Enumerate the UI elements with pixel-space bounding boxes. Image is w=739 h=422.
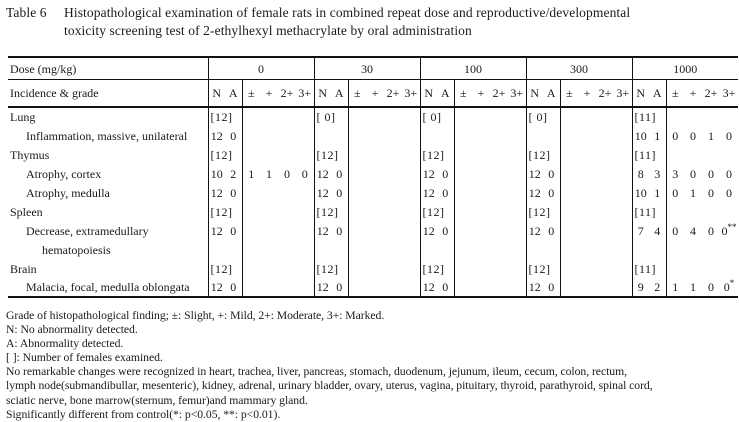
examined-count-cell: [12] bbox=[208, 202, 242, 221]
examined-count-cell: [12] bbox=[420, 202, 454, 221]
grade-group-cell bbox=[666, 107, 738, 126]
examined-count-cell: [11] bbox=[632, 145, 666, 164]
grade-group-cell bbox=[666, 145, 738, 164]
grade-value-cell bbox=[296, 183, 314, 202]
grade-group-cell bbox=[348, 202, 420, 221]
n-value-cell: 12 bbox=[314, 164, 331, 183]
grade-symbol-header: 3+ bbox=[402, 80, 420, 108]
grade-value-cell bbox=[402, 278, 420, 297]
grade-value-cell bbox=[348, 183, 366, 202]
grade-value-cell bbox=[596, 221, 614, 240]
grade-value-cell bbox=[402, 221, 420, 240]
footnote-no-changes-line3: sciatic nerve, bone marrow(sternum, femur)and mammary gland. bbox=[6, 393, 308, 407]
finding-row bbox=[8, 126, 738, 145]
examined-count-cell: [12] bbox=[208, 145, 242, 164]
grade-value-cell: 0 bbox=[708, 166, 714, 181]
n-value-cell: 12 bbox=[420, 183, 437, 202]
grade-value-cell bbox=[596, 278, 614, 297]
grade-value-cell bbox=[578, 221, 596, 240]
grade-group-cell bbox=[454, 107, 526, 126]
n-value-cell bbox=[526, 240, 543, 259]
grade-value-cell bbox=[472, 126, 490, 145]
grade-group-cell bbox=[242, 107, 314, 126]
dose-header-label: Dose (mg/kg) bbox=[8, 57, 208, 80]
grade-group-cell bbox=[348, 145, 420, 164]
grade-value-cell bbox=[508, 183, 526, 202]
grade-value-cell bbox=[490, 164, 508, 183]
grade-value-cell bbox=[366, 183, 384, 202]
grade-symbol-header: N bbox=[314, 80, 331, 108]
a-value-cell: 4 bbox=[654, 223, 661, 238]
grade-group-cell bbox=[348, 259, 420, 278]
n-value-cell: 12 bbox=[314, 221, 331, 240]
examined-count-cell: [12] bbox=[526, 202, 560, 221]
grade-value-cell bbox=[454, 164, 472, 183]
a-value-cell: 0 bbox=[230, 128, 237, 143]
a-value-cell bbox=[437, 126, 454, 145]
a-value-cell: 1 bbox=[654, 128, 661, 143]
grade-value-cell bbox=[260, 183, 278, 202]
n-value-cell bbox=[420, 240, 437, 259]
grade-symbol-header: 3+ bbox=[614, 80, 632, 108]
a-value-cell: 1 bbox=[654, 185, 661, 200]
grade-value-cell bbox=[278, 240, 296, 259]
continuation-row-label: hematopoiesis bbox=[42, 242, 111, 257]
grade-value-cell bbox=[614, 278, 632, 297]
grade-group-cell bbox=[666, 259, 738, 278]
n-value-cell: 8 bbox=[632, 164, 649, 183]
grade-symbol-header: 2+ bbox=[596, 80, 614, 108]
grade-value-cell bbox=[614, 240, 632, 259]
n-value-cell: 10 bbox=[208, 164, 225, 183]
grade-value-cell bbox=[348, 278, 366, 297]
finding-row-label: Decrease, extramedullary bbox=[26, 223, 149, 238]
finding-row-label: Atrophy, medulla bbox=[26, 185, 110, 200]
grade-value-cell bbox=[508, 164, 526, 183]
significance-asterisk: ** bbox=[727, 221, 737, 232]
dose-value-header: 0 bbox=[208, 57, 314, 80]
finding-row-label: Malacia, focal, medulla oblongata bbox=[26, 280, 190, 294]
finding-row bbox=[8, 183, 738, 202]
table-number: Table 6 bbox=[6, 5, 47, 20]
grade-symbol-header: N bbox=[526, 80, 543, 108]
finding-row-label: Inflammation, massive, unilateral bbox=[26, 128, 188, 143]
grade-value-cell bbox=[366, 221, 384, 240]
organ-row-label: Thymus bbox=[10, 147, 50, 162]
grade-value-cell bbox=[472, 164, 490, 183]
grade-value-cell bbox=[366, 278, 384, 297]
grade-value-cell bbox=[472, 221, 490, 240]
grade-symbol-header: 3+ bbox=[508, 80, 526, 108]
grade-value-cell bbox=[666, 240, 684, 259]
grade-value-cell bbox=[560, 164, 578, 183]
grade-value-cell bbox=[490, 240, 508, 259]
table-caption-line2: toxicity screening test of 2-ethylhexyl methacrylate by oral administration bbox=[64, 22, 472, 38]
grade-value-cell bbox=[578, 240, 596, 259]
grade-value-cell bbox=[242, 183, 260, 202]
n-value-cell bbox=[420, 126, 437, 145]
grade-value-cell bbox=[242, 240, 260, 259]
grade-header-row bbox=[8, 80, 738, 108]
grade-value-cell bbox=[242, 221, 260, 240]
grade-value-cell bbox=[296, 278, 314, 297]
grade-symbol-header: N bbox=[208, 80, 225, 108]
n-value-cell bbox=[208, 240, 225, 259]
a-value-cell: 0 bbox=[230, 223, 237, 238]
grade-value-cell bbox=[472, 183, 490, 202]
grade-value-cell bbox=[454, 240, 472, 259]
grade-value-cell bbox=[596, 240, 614, 259]
grade-symbol-header: A bbox=[331, 80, 348, 108]
grade-value-cell: 4 bbox=[690, 223, 696, 238]
table-caption-line1: Histopathological examination of female rats in combined repeat dose and reproductive/developmental bbox=[64, 5, 631, 20]
examined-count-cell: [11] bbox=[632, 107, 666, 126]
grade-value-cell bbox=[402, 126, 420, 145]
grade-group-cell bbox=[454, 259, 526, 278]
n-value-cell bbox=[526, 126, 543, 145]
a-value-cell: 2 bbox=[654, 280, 661, 294]
grade-value-cell bbox=[260, 126, 278, 145]
organ-row bbox=[8, 202, 738, 221]
examined-count-cell: [12] bbox=[208, 259, 242, 278]
grade-symbol-header: 2+ bbox=[702, 80, 720, 108]
grade-value-cell bbox=[384, 126, 402, 145]
grade-value-cell bbox=[490, 221, 508, 240]
grade-value-cell bbox=[560, 221, 578, 240]
grade-value-cell bbox=[384, 221, 402, 240]
grade-value-cell bbox=[296, 240, 314, 259]
n-value-cell: 12 bbox=[208, 183, 225, 202]
a-value-cell: 0 bbox=[548, 223, 555, 238]
footnote-no-changes-line2: lymph node(submandibullar, mesenteric), kidney, adrenal, urinary bladder, ovary, uterus, vagina, pituitary, thyroid, parathyroid, spinal cord, bbox=[6, 379, 653, 393]
grade-value-cell bbox=[472, 240, 490, 259]
grade-value-cell: 0* bbox=[723, 278, 735, 294]
a-value-cell: 2 bbox=[230, 166, 237, 181]
grade-group-cell bbox=[348, 107, 420, 126]
a-value-cell: 0 bbox=[442, 280, 449, 294]
grade-symbol-header: A bbox=[437, 80, 454, 108]
grade-value-cell bbox=[278, 126, 296, 145]
grade-value-cell bbox=[490, 183, 508, 202]
grade-value-cell: 1 bbox=[708, 128, 714, 143]
a-value-cell bbox=[543, 240, 560, 259]
grade-value-cell: 0 bbox=[301, 166, 308, 181]
n-value-cell: 12 bbox=[526, 183, 543, 202]
a-value-cell: 0 bbox=[548, 185, 555, 200]
grade-value-cell bbox=[366, 164, 384, 183]
grade-symbol-header: ± bbox=[348, 80, 366, 108]
footnotes bbox=[6, 309, 739, 422]
grade-symbol-header: N bbox=[420, 80, 437, 108]
grade-value-cell bbox=[578, 164, 596, 183]
n-value-cell: 12 bbox=[420, 221, 437, 240]
grade-value-cell bbox=[596, 126, 614, 145]
a-value-cell: 0 bbox=[548, 280, 555, 294]
examined-count-cell: [11] bbox=[632, 259, 666, 278]
grade-group-cell bbox=[242, 202, 314, 221]
n-value-cell: 12 bbox=[314, 278, 331, 297]
footnote-grade-legend: Grade of histopathological finding; ±: Slight, +: Mild, 2+: Moderate, 3+: Marked. bbox=[6, 309, 385, 322]
grade-value-cell bbox=[560, 126, 578, 145]
grade-value-cell bbox=[614, 126, 632, 145]
examined-count-cell: [12] bbox=[314, 259, 348, 278]
significance-asterisk: * bbox=[729, 278, 735, 288]
n-value-cell: 12 bbox=[314, 183, 331, 202]
n-value-cell: 7 bbox=[632, 221, 649, 240]
grade-value-cell: 0 bbox=[708, 223, 714, 238]
grade-value-cell bbox=[702, 240, 720, 259]
grade-value-cell bbox=[384, 240, 402, 259]
grade-value-cell: 0 bbox=[690, 166, 696, 181]
n-value-cell bbox=[632, 240, 649, 259]
grade-symbol-header: + bbox=[260, 80, 278, 108]
grade-value-cell bbox=[366, 240, 384, 259]
a-value-cell: 0 bbox=[442, 223, 449, 238]
finding-row bbox=[8, 221, 738, 240]
grade-value-cell bbox=[242, 126, 260, 145]
grade-value-cell bbox=[508, 126, 526, 145]
grade-value-cell bbox=[614, 183, 632, 202]
grade-value-cell bbox=[614, 164, 632, 183]
n-value-cell: 12 bbox=[208, 278, 225, 297]
organ-row-label: Brain bbox=[10, 261, 37, 276]
dose-value-header: 30 bbox=[314, 57, 420, 80]
grade-symbol-header: A bbox=[649, 80, 666, 108]
footnote-bracket-definition: [ ]: Number of females examined. bbox=[6, 351, 163, 365]
grade-value-cell bbox=[508, 240, 526, 259]
dose-header-row bbox=[8, 57, 738, 80]
grade-symbol-header: + bbox=[366, 80, 384, 108]
grade-value-cell: 0 bbox=[726, 185, 732, 200]
grade-value-cell bbox=[720, 240, 738, 259]
examined-count-cell: [12] bbox=[526, 145, 560, 164]
grade-value-cell bbox=[560, 278, 578, 297]
grade-value-cell bbox=[348, 164, 366, 183]
footnote-a-definition: A: Abnormality detected. bbox=[6, 337, 124, 351]
grade-value-cell bbox=[278, 183, 296, 202]
footnote-no-changes-line1: No remarkable changes were recognized in heart, trachea, liver, pancreas, stomach, duodenum, jejunum, ileum, cecum, colon, rectum, bbox=[6, 365, 627, 379]
grade-group-cell bbox=[560, 259, 632, 278]
grade-value-cell bbox=[296, 221, 314, 240]
grade-value-cell: 0 bbox=[690, 128, 696, 143]
grade-value-cell bbox=[454, 183, 472, 202]
grade-group-cell bbox=[560, 202, 632, 221]
examined-count-cell: [ 0] bbox=[314, 107, 348, 126]
grade-symbol-header: N bbox=[632, 80, 649, 108]
grade-symbol-header: 2+ bbox=[490, 80, 508, 108]
histopathology-table bbox=[8, 56, 738, 298]
grade-value-cell: 0 bbox=[726, 128, 732, 143]
n-value-cell: 9 bbox=[632, 278, 649, 297]
grade-value-cell bbox=[384, 278, 402, 297]
grade-value-cell bbox=[596, 183, 614, 202]
organ-row bbox=[8, 259, 738, 278]
grade-value-cell bbox=[296, 126, 314, 145]
grade-value-cell: 1 bbox=[242, 164, 260, 183]
examined-count-cell: [ 0] bbox=[420, 107, 454, 126]
grade-value-cell bbox=[402, 183, 420, 202]
a-value-cell: 0 bbox=[442, 166, 449, 181]
grade-group-cell bbox=[242, 259, 314, 278]
grade-value-cell bbox=[578, 183, 596, 202]
grade-symbol-header: ± bbox=[560, 80, 578, 108]
finding-row-label: Atrophy, cortex bbox=[26, 166, 102, 181]
organ-row-label: Spleen bbox=[10, 204, 43, 219]
grade-symbol-header: ± bbox=[454, 80, 472, 108]
grade-value-cell bbox=[366, 126, 384, 145]
n-value-cell: 12 bbox=[208, 221, 225, 240]
grade-value-cell bbox=[384, 164, 402, 183]
grade-value-cell bbox=[596, 164, 614, 183]
grade-value-cell bbox=[490, 126, 508, 145]
grade-value-cell bbox=[472, 278, 490, 297]
grade-value-cell bbox=[402, 164, 420, 183]
grade-value-cell bbox=[560, 240, 578, 259]
a-value-cell bbox=[225, 240, 242, 259]
grade-group-cell bbox=[242, 145, 314, 164]
grade-value-cell bbox=[454, 221, 472, 240]
a-value-cell: 3 bbox=[654, 166, 661, 181]
grade-value-cell bbox=[454, 278, 472, 297]
grade-value-cell: 1 bbox=[690, 280, 696, 294]
grade-group-cell bbox=[454, 202, 526, 221]
grade-value-cell bbox=[260, 221, 278, 240]
dose-value-header: 100 bbox=[420, 57, 526, 80]
n-value-cell bbox=[314, 240, 331, 259]
a-value-cell bbox=[649, 240, 666, 259]
grade-value-cell: 0 bbox=[666, 183, 684, 202]
grade-value-cell bbox=[260, 240, 278, 259]
grade-group-cell bbox=[560, 107, 632, 126]
grade-value-cell: 0 bbox=[284, 166, 290, 181]
a-value-cell: 0 bbox=[442, 185, 449, 200]
n-value-cell: 10 bbox=[632, 183, 649, 202]
grade-value-cell: 1 bbox=[666, 278, 684, 297]
organ-row bbox=[8, 145, 738, 164]
grade-symbol-header: + bbox=[684, 80, 702, 108]
n-value-cell: 12 bbox=[526, 278, 543, 297]
grade-value-cell bbox=[614, 221, 632, 240]
grade-value-cell: 3 bbox=[666, 164, 684, 183]
grade-value-cell bbox=[348, 221, 366, 240]
examined-count-cell: [12] bbox=[526, 259, 560, 278]
grade-symbol-header: 2+ bbox=[278, 80, 296, 108]
grade-symbol-header: ± bbox=[242, 80, 260, 108]
grade-symbol-header: 3+ bbox=[720, 80, 738, 108]
dose-value-header: 1000 bbox=[632, 57, 738, 80]
grade-value-cell: 0 bbox=[666, 221, 684, 240]
grade-value-cell bbox=[578, 126, 596, 145]
grade-value-cell bbox=[560, 183, 578, 202]
table-wrapper bbox=[8, 56, 738, 298]
examined-count-cell: [ 0] bbox=[526, 107, 560, 126]
dose-value-header: 300 bbox=[526, 57, 632, 80]
grade-value-cell bbox=[384, 183, 402, 202]
grade-value-cell bbox=[402, 240, 420, 259]
grade-value-cell: 1 bbox=[266, 166, 272, 181]
grade-value-cell bbox=[348, 126, 366, 145]
examined-count-cell: [12] bbox=[420, 259, 454, 278]
grade-value-cell bbox=[278, 221, 296, 240]
grade-value-cell bbox=[578, 278, 596, 297]
grade-value-cell bbox=[684, 240, 702, 259]
grade-value-cell: 1 bbox=[690, 185, 696, 200]
grade-value-cell bbox=[508, 278, 526, 297]
n-value-cell: 12 bbox=[526, 164, 543, 183]
a-value-cell: 0 bbox=[230, 280, 237, 294]
n-value-cell: 12 bbox=[420, 278, 437, 297]
a-value-cell: 0 bbox=[336, 280, 343, 294]
footnote-significance: Significantly different from control(*: p<0.05, **: p<0.01). bbox=[6, 407, 281, 421]
grade-group-cell bbox=[666, 202, 738, 221]
n-value-cell: 10 bbox=[632, 126, 649, 145]
grade-value-cell bbox=[490, 278, 508, 297]
a-value-cell bbox=[331, 240, 348, 259]
finding-row bbox=[8, 164, 738, 183]
grade-symbol-header: + bbox=[472, 80, 490, 108]
grade-value-cell: 0 bbox=[726, 166, 732, 181]
grade-symbol-header: A bbox=[543, 80, 560, 108]
grade-group-cell bbox=[454, 145, 526, 164]
grade-value-cell bbox=[260, 278, 278, 297]
n-value-cell: 12 bbox=[208, 126, 225, 145]
organ-row-label: Lung bbox=[10, 110, 36, 124]
footnote-n-definition: N: No abnormality detected. bbox=[6, 323, 138, 337]
grade-value-cell: 0 bbox=[708, 185, 714, 200]
finding-row bbox=[8, 278, 738, 297]
a-value-cell: 0 bbox=[230, 185, 237, 200]
a-value-cell: 0 bbox=[336, 166, 343, 181]
examined-count-cell: [12] bbox=[314, 145, 348, 164]
grade-value-cell: 0 bbox=[708, 280, 714, 294]
incidence-header-label: Incidence & grade bbox=[8, 80, 208, 108]
grade-value-cell: 0 bbox=[666, 126, 684, 145]
grade-symbol-header: + bbox=[578, 80, 596, 108]
continuation-row bbox=[8, 240, 738, 259]
examined-count-cell: [12] bbox=[208, 107, 242, 126]
a-value-cell: 0 bbox=[336, 223, 343, 238]
grade-value-cell: 0** bbox=[721, 221, 737, 238]
grade-value-cell bbox=[242, 278, 260, 297]
organ-row bbox=[8, 107, 738, 126]
table-title bbox=[6, 4, 736, 39]
grade-value-cell bbox=[454, 126, 472, 145]
a-value-cell bbox=[437, 240, 454, 259]
grade-symbol-header: 2+ bbox=[384, 80, 402, 108]
grade-group-cell bbox=[560, 145, 632, 164]
a-value-cell bbox=[331, 126, 348, 145]
grade-symbol-header: 3+ bbox=[296, 80, 314, 108]
examined-count-cell: [12] bbox=[420, 145, 454, 164]
n-value-cell: 12 bbox=[420, 164, 437, 183]
table-caption bbox=[64, 4, 630, 39]
n-value-cell bbox=[314, 126, 331, 145]
grade-value-cell bbox=[278, 278, 296, 297]
grade-symbol-header: ± bbox=[666, 80, 684, 108]
examined-count-cell: [12] bbox=[314, 202, 348, 221]
n-value-cell: 12 bbox=[526, 221, 543, 240]
a-value-cell: 0 bbox=[548, 166, 555, 181]
grade-value-cell bbox=[508, 221, 526, 240]
examined-count-cell: [11] bbox=[632, 202, 666, 221]
grade-value-cell bbox=[348, 240, 366, 259]
a-value-cell bbox=[543, 126, 560, 145]
grade-symbol-header: A bbox=[225, 80, 242, 108]
a-value-cell: 0 bbox=[336, 185, 343, 200]
